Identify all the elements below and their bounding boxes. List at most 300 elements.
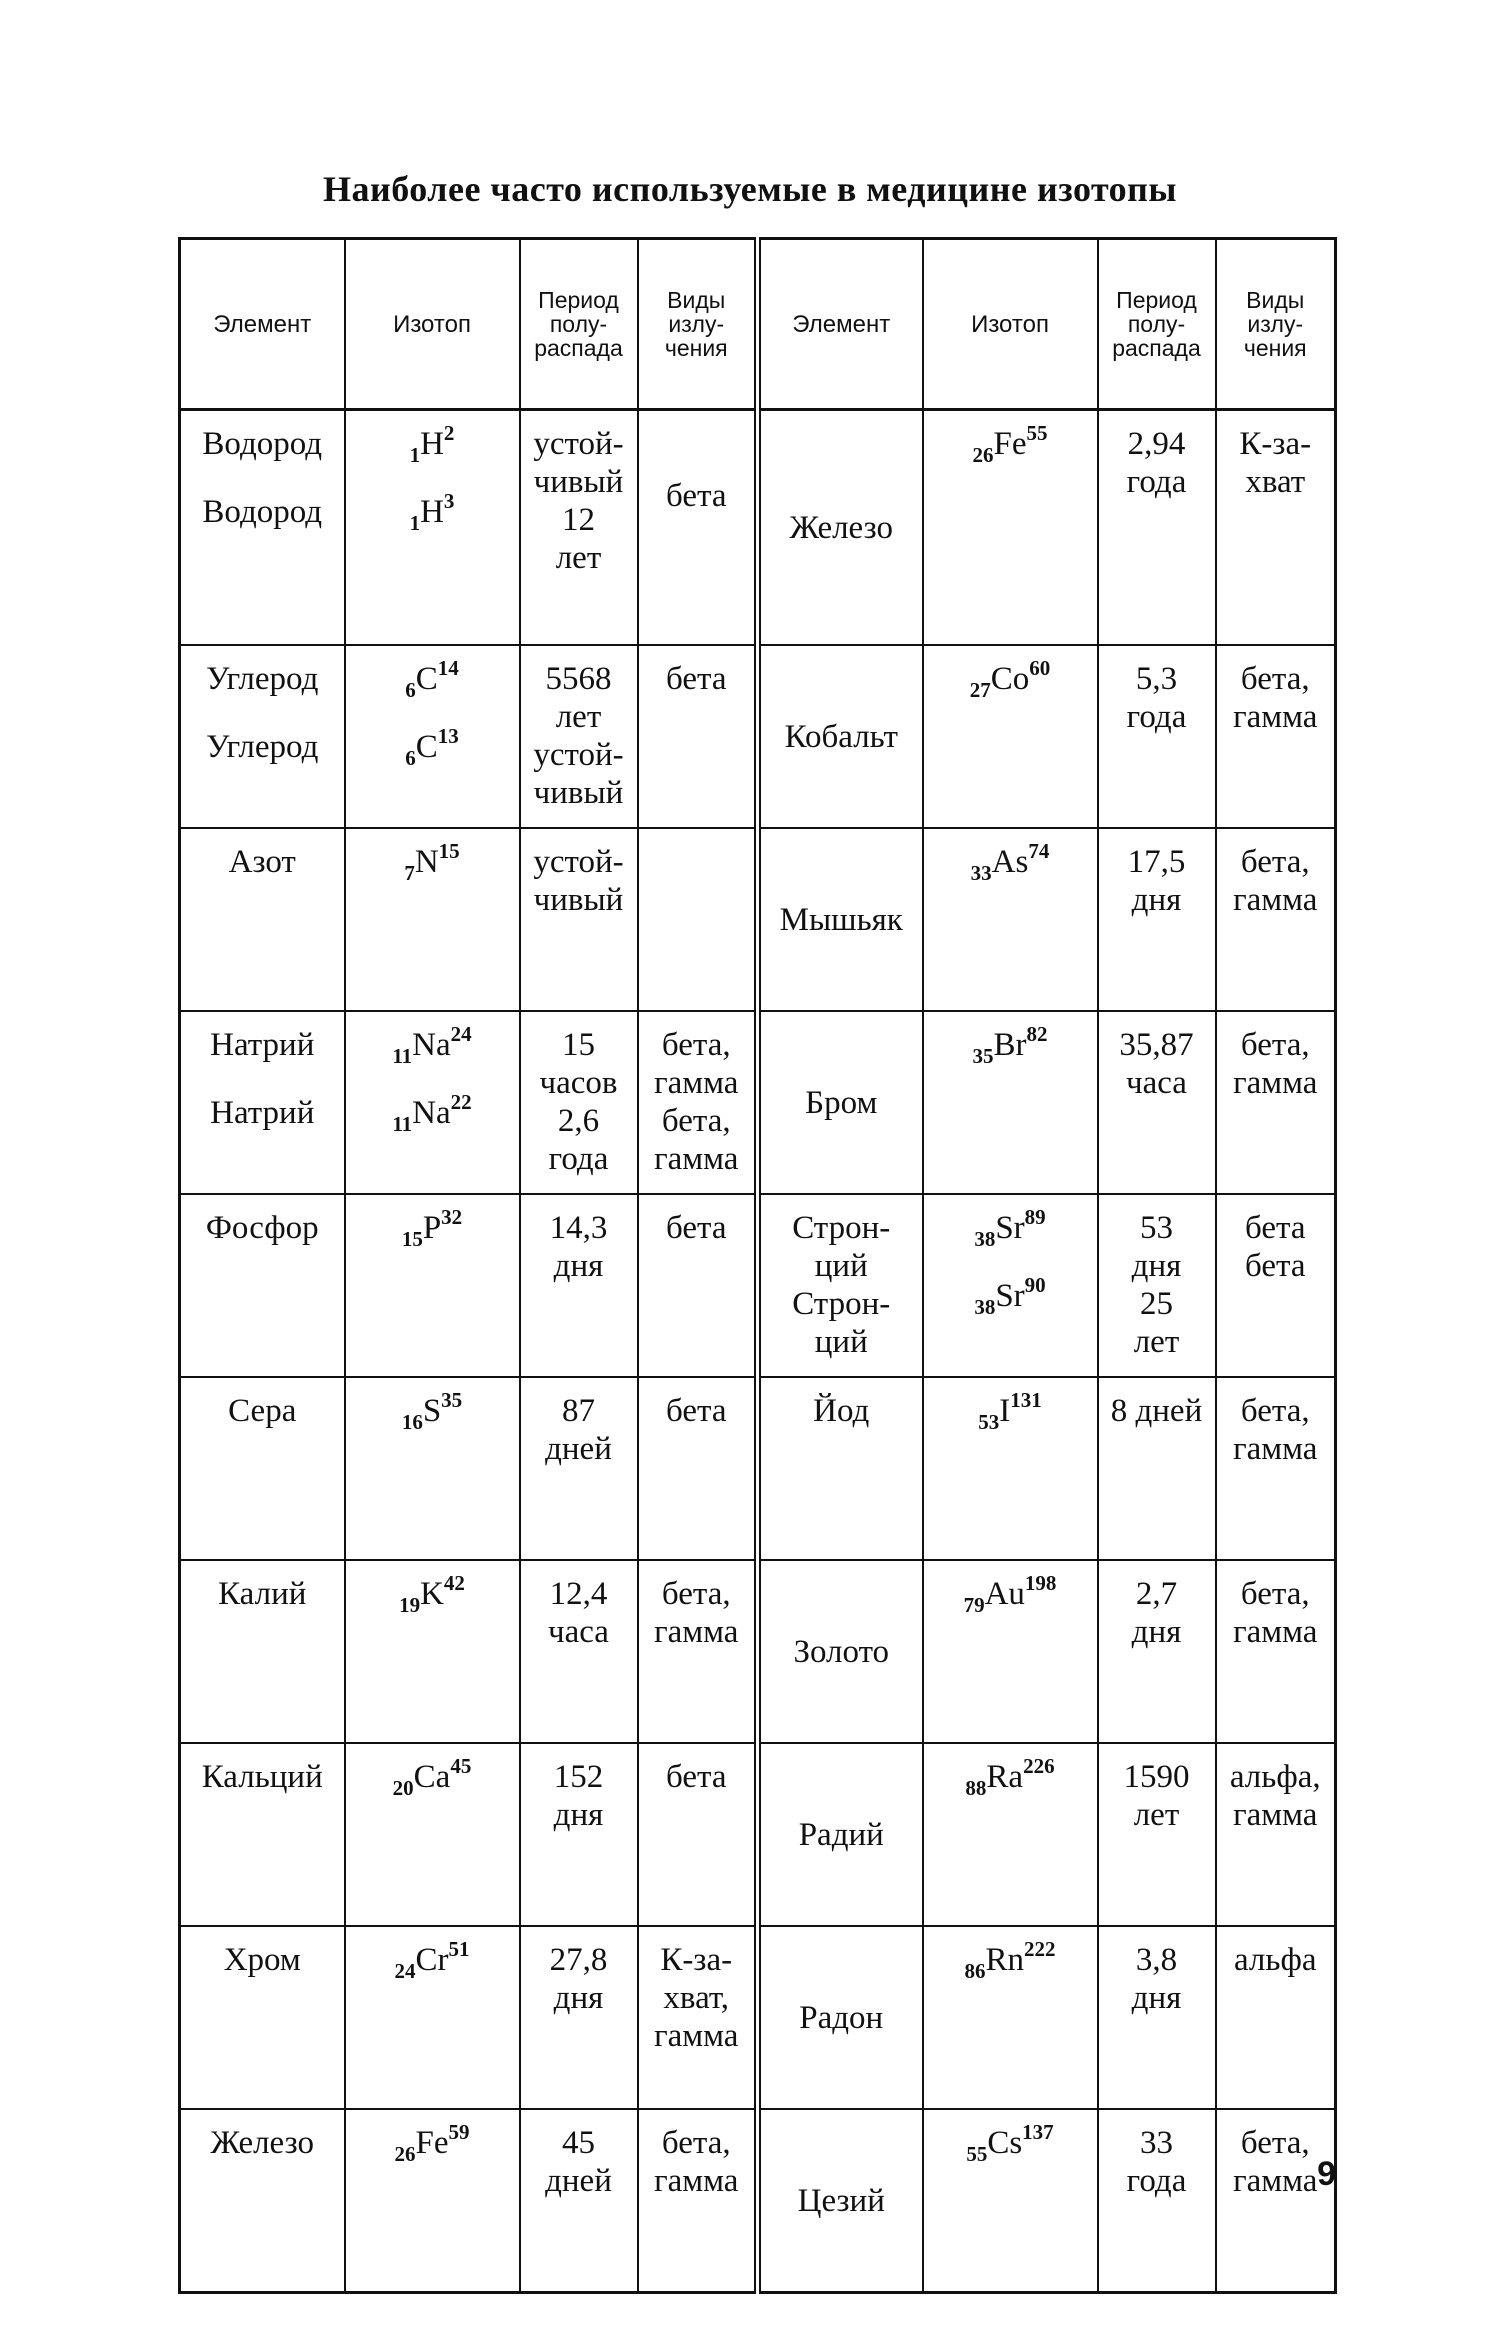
element-name-line: Углерод: [206, 729, 319, 765]
half-life-cell-stack: [521, 2124, 637, 2200]
half-life-cell-stack: [521, 425, 637, 577]
mass-number: 60: [1029, 656, 1051, 680]
half-life-cell-right-stack: [1099, 1392, 1215, 1430]
element-symbol: S: [422, 1393, 442, 1429]
line-gap: [924, 1247, 1097, 1277]
isotope-symbol: [924, 1205, 1097, 1251]
half-life-cell: [520, 2109, 638, 2293]
radiation-cell: [638, 1743, 758, 1926]
isotope-cell-stack: [346, 2120, 519, 2166]
isotope-cell-stack: [346, 1571, 519, 1617]
half-life-cell-line: 152: [553, 1759, 604, 1795]
element-name: [180, 1926, 345, 2109]
element-name: [180, 645, 345, 828]
element-name-right: [758, 1926, 923, 2109]
element-name-right-stack: [761, 509, 922, 547]
isotope-cell: [345, 1377, 520, 1560]
half-life-cell-line: 27,8: [549, 1942, 608, 1978]
half-life-cell-line: чивый: [533, 464, 624, 500]
element-name-line: Водород: [202, 426, 323, 462]
radiation-cell-line: гамма: [654, 1614, 739, 1650]
half-life-cell-right: [1098, 645, 1216, 828]
element-name-right-line: Строн-: [792, 1286, 891, 1322]
radiation-cell-right-line: альфа,: [1229, 1759, 1321, 1795]
half-life-cell-line: 2,6: [557, 1103, 600, 1139]
header-element-right: Элемент: [758, 239, 923, 410]
half-life-cell-right: [1098, 1743, 1216, 1926]
half-life-cell-right-line: 53: [1140, 1210, 1173, 1246]
radiation-cell-right-stack: [1217, 1758, 1335, 1834]
isotope-symbol: [924, 1754, 1097, 1800]
header-half-life-right: Период полу- распада: [1098, 239, 1216, 410]
radiation-cell-right-line: бета,: [1240, 844, 1310, 880]
radiation-cell-right-line: гамма: [1233, 1614, 1318, 1650]
isotope-cell-stack: [346, 839, 519, 885]
radiation-cell-stack: [639, 1941, 755, 2055]
atomic-number: 26: [394, 2142, 416, 2166]
mass-number: 90: [1024, 1273, 1046, 1297]
radiation-cell: [638, 828, 758, 1011]
half-life-cell-right-stack: [1099, 2124, 1215, 2200]
atomic-number: 33: [970, 861, 992, 885]
atomic-number: 38: [974, 1295, 996, 1319]
table-row: [180, 1926, 1336, 2109]
table-row: [180, 2109, 1336, 2293]
atomic-number: 26: [972, 443, 994, 467]
element-name-right: [758, 828, 923, 1011]
half-life-cell-right-stack: [1099, 1026, 1215, 1102]
isotope-cell-right: [923, 645, 1098, 828]
element-name-right-line: Йод: [813, 1393, 870, 1429]
element-name-stack: [181, 843, 344, 881]
mass-number: 15: [438, 839, 460, 863]
half-life-cell: [520, 1011, 638, 1194]
half-life-cell-right: [1098, 1194, 1216, 1377]
isotope-cell: [345, 1194, 520, 1377]
isotope-cell: [345, 645, 520, 828]
mass-number: 59: [448, 2120, 470, 2144]
element-name-right-line: ций: [814, 1248, 868, 1284]
half-life-cell: [520, 1377, 638, 1560]
isotope-cell-stack: [346, 1205, 519, 1251]
line-gap: [346, 463, 519, 493]
half-life-cell-line: 12: [562, 502, 595, 538]
half-life-cell-stack: [521, 1026, 637, 1178]
radiation-cell-right-line: бета: [1245, 1248, 1306, 1284]
element-name-stack: [181, 660, 344, 766]
isotope-symbol: [346, 1205, 519, 1251]
radiation-cell: [638, 410, 758, 646]
radiation-cell-stack: [639, 1026, 755, 1178]
radiation-cell-right-stack: [1217, 660, 1335, 736]
half-life-cell-line: дня: [553, 1980, 604, 2016]
half-life-cell-right-line: 17,5: [1127, 844, 1186, 880]
element-symbol: K: [420, 1576, 444, 1612]
mass-number: 226: [1023, 1754, 1055, 1778]
atomic-number: 15: [401, 1227, 423, 1251]
half-life-cell-right-line: часа: [1126, 1065, 1187, 1101]
atomic-number: 55: [966, 2142, 988, 2166]
radiation-cell-line: бета: [666, 661, 727, 697]
element-name-right-stack: [761, 718, 922, 756]
element-name-right-stack: [761, 1209, 922, 1361]
element-name-right-line: Строн-: [792, 1210, 891, 1246]
element-name-line: Железо: [210, 2125, 314, 2161]
table-row: [180, 645, 1336, 828]
radiation-cell-right-stack: [1217, 1575, 1335, 1651]
mass-number: 3: [443, 489, 455, 513]
element-symbol: Rn: [985, 1942, 1024, 1978]
mass-number: 14: [437, 656, 459, 680]
half-life-cell-right-line: года: [1126, 464, 1187, 500]
radiation-cell: [638, 1560, 758, 1743]
half-life-cell-line: дней: [545, 1431, 612, 1467]
element-name: [180, 2109, 345, 2293]
element-name-right-line: ций: [814, 1324, 868, 1360]
radiation-cell-stack: [639, 660, 755, 698]
radiation-cell-right-line: бета,: [1240, 2125, 1310, 2161]
radiation-cell-right: [1216, 1194, 1336, 1377]
radiation-cell-right: [1216, 1560, 1336, 1743]
element-name-right: [758, 410, 923, 646]
radiation-cell-right-line: К-за-: [1239, 426, 1312, 462]
half-life-cell-right: [1098, 2109, 1216, 2293]
element-symbol: Sr: [995, 1210, 1025, 1246]
element-name-right-line: Радий: [798, 1816, 884, 1853]
isotope-symbol: [346, 724, 519, 770]
element-symbol: Sr: [995, 1278, 1025, 1314]
half-life-cell-line: устой-: [533, 844, 624, 880]
radiation-cell: [638, 2109, 758, 2293]
isotope-symbol: [924, 839, 1097, 885]
element-name-stack: [181, 425, 344, 531]
isotope-cell-right: [923, 1011, 1098, 1194]
mass-number: 131: [1010, 1388, 1042, 1412]
half-life-cell-stack: [521, 660, 637, 812]
half-life-cell: [520, 1560, 638, 1743]
half-life-cell-line: часов: [539, 1065, 618, 1101]
element-name-right: [758, 2109, 923, 2293]
element-name: [180, 1560, 345, 1743]
line-gap: [346, 1064, 519, 1094]
element-symbol: Fe: [415, 2125, 449, 2161]
element-name-line: Водород: [202, 494, 323, 530]
radiation-cell-stack: [639, 477, 755, 515]
element-name-line: Хром: [223, 1942, 301, 1978]
half-life-cell: [520, 1194, 638, 1377]
atomic-number: 88: [965, 1776, 987, 1800]
radiation-cell: [638, 1194, 758, 1377]
half-life-cell-right: [1098, 1926, 1216, 2109]
isotope-cell-right: [923, 1743, 1098, 1926]
half-life-cell-line: 14,3: [549, 1210, 608, 1246]
radiation-cell-right-stack: [1217, 1392, 1335, 1468]
element-symbol: N: [414, 844, 439, 880]
header-row: [180, 239, 1336, 410]
isotope-cell-right-stack: [924, 1754, 1097, 1800]
radiation-cell-right: [1216, 2109, 1336, 2293]
half-life-cell-line: дней: [545, 2163, 612, 2199]
isotope-cell: [345, 2109, 520, 2293]
mass-number: 42: [443, 1571, 465, 1595]
isotope-cell-right: [923, 2109, 1098, 2293]
mass-number: 198: [1024, 1571, 1057, 1595]
isotope-cell-right-stack: [924, 1571, 1097, 1617]
atomic-number: 24: [394, 1959, 416, 1983]
element-name-line: Натрий: [210, 1027, 315, 1063]
radiation-cell-right-line: бета,: [1240, 1576, 1310, 1612]
atomic-number: 38: [974, 1227, 996, 1251]
radiation-cell-line: бета: [666, 478, 727, 514]
mass-number: 74: [1028, 839, 1050, 863]
header-radiation: Виды излу- чения: [638, 239, 758, 410]
radiation-cell-right: [1216, 410, 1336, 646]
element-name-right-line: Радон: [799, 1999, 884, 2036]
half-life-cell-right-line: 2,7: [1135, 1576, 1178, 1612]
radiation-cell-line: бета,: [661, 1027, 731, 1063]
half-life-cell: [520, 410, 638, 646]
table-row: [180, 410, 1336, 646]
element-name-right: [758, 1560, 923, 1743]
radiation-cell-right-stack: [1217, 1941, 1335, 1979]
half-life-cell-line: лет: [555, 699, 602, 735]
radiation-cell-right-stack: [1217, 425, 1335, 501]
half-life-cell: [520, 828, 638, 1011]
element-symbol: Cs: [987, 2125, 1023, 2161]
radiation-cell-line: К-за-: [660, 1942, 733, 1978]
element-name-right-stack: [761, 1633, 922, 1671]
radiation-cell-line: бета: [666, 1759, 727, 1795]
half-life-cell: [520, 1926, 638, 2109]
radiation-cell-line: бета: [666, 1210, 727, 1246]
element-name: [180, 1194, 345, 1377]
half-life-cell-stack: [521, 843, 637, 919]
mass-number: 2: [443, 421, 455, 445]
radiation-cell-stack: [639, 1758, 755, 1796]
atomic-number: 11: [392, 1044, 413, 1068]
element-name-right-stack: [761, 1392, 922, 1430]
radiation-cell-right-line: гамма: [1233, 882, 1318, 918]
isotope-symbol: [924, 1022, 1097, 1068]
half-life-cell-stack: [521, 1758, 637, 1834]
isotope-symbol: [346, 489, 519, 535]
half-life-cell-right: [1098, 1011, 1216, 1194]
isotope-symbol: [346, 2120, 519, 2166]
element-name-stack: [181, 1392, 344, 1430]
element-name-right: [758, 1377, 923, 1560]
isotope-cell-right-stack: [924, 421, 1097, 467]
atomic-number: 27: [969, 678, 991, 702]
isotope-symbol: [346, 1571, 519, 1617]
element-symbol: As: [991, 844, 1029, 880]
element-name-right: [758, 1194, 923, 1377]
half-life-cell-right-line: 35,87: [1119, 1027, 1194, 1063]
isotope-cell: [345, 1926, 520, 2109]
radiation-cell: [638, 1011, 758, 1194]
element-name-line: Азот: [228, 844, 296, 880]
atomic-number: 20: [392, 1776, 414, 1800]
element-symbol: Cr: [415, 1942, 449, 1978]
radiation-cell: [638, 1377, 758, 1560]
element-name-line: Натрий: [210, 1095, 315, 1131]
radiation-cell-stack: [639, 1575, 755, 1651]
half-life-cell: [520, 1743, 638, 1926]
isotope-cell-right: [923, 1926, 1098, 2109]
atomic-number: 7: [404, 861, 415, 885]
half-life-cell: [520, 645, 638, 828]
half-life-cell-line: года: [548, 1141, 609, 1177]
header-radiation-right: Виды излу- чения: [1216, 239, 1336, 410]
element-name-right-line: Кобальт: [784, 718, 898, 755]
half-life-cell-line: устой-: [533, 426, 624, 462]
page-title: Наиболее часто используемые в медицине изотопы: [322, 169, 1178, 209]
isotope-symbol: [924, 1937, 1097, 1983]
mass-number: 35: [441, 1388, 463, 1412]
atomic-number: 1: [409, 443, 421, 467]
element-name-line: Кальций: [201, 1759, 323, 1795]
element-name-stack: [181, 1575, 344, 1613]
page-number: 9: [1317, 2155, 1336, 2193]
half-life-cell-stack: [521, 1209, 637, 1285]
element-symbol: C: [415, 661, 438, 697]
atomic-number: 35: [972, 1044, 994, 1068]
element-name: [180, 410, 345, 646]
radiation-cell-right: [1216, 1743, 1336, 1926]
element-symbol: H: [420, 494, 444, 530]
half-life-cell-line: 15: [562, 1027, 595, 1063]
isotope-cell-right-stack: [924, 1022, 1097, 1068]
half-life-cell-right-line: дня: [1131, 882, 1182, 918]
mass-number: 13: [437, 724, 459, 748]
half-life-cell-right-line: 5,3: [1135, 661, 1178, 697]
half-life-cell-right-stack: [1099, 425, 1215, 501]
half-life-cell-line: 87: [562, 1393, 595, 1429]
radiation-cell-line: бета,: [661, 1103, 731, 1139]
element-name-right-stack: [761, 2182, 922, 2220]
half-life-cell-line: 12,4: [549, 1576, 608, 1612]
half-life-cell-right-line: года: [1126, 2163, 1187, 2199]
element-symbol: Co: [990, 661, 1030, 697]
radiation-cell-right-line: гамма: [1233, 1431, 1318, 1467]
element-name: [180, 1743, 345, 1926]
isotope-cell-right-stack: [924, 1388, 1097, 1434]
isotope-symbol: [346, 1754, 519, 1800]
element-name-line: Фосфор: [205, 1210, 319, 1246]
radiation-cell: [638, 1926, 758, 2109]
isotope-symbol: [346, 1388, 519, 1434]
isotope-symbol: [346, 1937, 519, 1983]
element-name-right-stack: [761, 1999, 922, 2037]
element-name-right-line: Бром: [805, 1084, 878, 1121]
element-name-stack: [181, 1209, 344, 1247]
half-life-cell-stack: [521, 1941, 637, 2017]
element-name: [180, 1011, 345, 1194]
half-life-cell-line: дня: [553, 1797, 604, 1833]
isotope-symbol: [346, 421, 519, 467]
atomic-number: 53: [978, 1410, 1000, 1434]
isotope-cell-stack: [346, 1022, 519, 1136]
table-row: [180, 1377, 1336, 1560]
element-name-right-line: Железо: [789, 509, 893, 546]
mass-number: 32: [441, 1205, 463, 1229]
element-name-right-line: Золото: [793, 1633, 890, 1670]
mass-number: 51: [448, 1937, 470, 1961]
half-life-cell-right-stack: [1099, 843, 1215, 919]
atomic-number: 6: [405, 678, 416, 702]
mass-number: 89: [1024, 1205, 1046, 1229]
atomic-number: 11: [392, 1112, 413, 1136]
mass-number: 22: [450, 1090, 472, 1114]
radiation-cell-right-line: бета: [1245, 1210, 1306, 1246]
line-gap: [181, 1064, 344, 1094]
line-gap: [181, 698, 344, 728]
half-life-cell-right-line: дня: [1131, 1980, 1182, 2016]
half-life-cell-stack: [521, 1392, 637, 1468]
isotope-cell-right-stack: [924, 2120, 1097, 2166]
isotope-symbol: [924, 421, 1097, 467]
element-symbol: Ra: [986, 1759, 1024, 1795]
header-isotope-right: Изотоп: [923, 239, 1098, 410]
mass-number: 55: [1026, 421, 1048, 445]
element-name: [180, 1377, 345, 1560]
element-symbol: Na: [412, 1027, 451, 1063]
radiation-cell-right: [1216, 1377, 1336, 1560]
element-symbol: Au: [984, 1576, 1025, 1612]
element-symbol: C: [415, 729, 438, 765]
isotope-cell-right-stack: [924, 839, 1097, 885]
atomic-number: 6: [405, 746, 416, 770]
element-name-right-line: Цезий: [797, 2182, 885, 2219]
half-life-cell-right-stack: [1099, 1758, 1215, 1834]
radiation-cell-right-line: гамма: [1233, 2163, 1318, 2199]
element-name: [180, 828, 345, 1011]
isotope-symbol: [346, 1090, 519, 1136]
isotope-symbol: [924, 1571, 1097, 1617]
half-life-cell-line: устой-: [533, 737, 624, 773]
table-row: [180, 828, 1336, 1011]
table-row: [180, 1743, 1336, 1926]
radiation-cell-right: [1216, 1926, 1336, 2109]
radiation-cell-stack: [639, 2124, 755, 2200]
isotope-cell: [345, 1011, 520, 1194]
radiation-cell-line: гамма: [654, 2163, 739, 2199]
radiation-cell-right-line: гамма: [1233, 1065, 1318, 1101]
half-life-cell-line: 5568: [545, 661, 612, 697]
radiation-cell-right: [1216, 1011, 1336, 1194]
element-symbol: Fe: [993, 426, 1027, 462]
table-row: [180, 1560, 1336, 1743]
isotope-symbol: [346, 1022, 519, 1068]
element-name-right-stack: [761, 901, 922, 939]
radiation-cell-line: бета,: [661, 2125, 731, 2161]
line-gap: [181, 463, 344, 493]
isotope-cell-stack: [346, 1388, 519, 1434]
line-gap: [346, 698, 519, 728]
isotope-symbol: [924, 2120, 1097, 2166]
mass-number: 82: [1026, 1022, 1048, 1046]
atomic-number: 79: [963, 1593, 985, 1617]
half-life-cell-stack: [521, 1575, 637, 1651]
isotope-cell-stack: [346, 1937, 519, 1983]
element-name-right: [758, 1743, 923, 1926]
half-life-cell-line: дня: [553, 1248, 604, 1284]
isotope-table: [178, 237, 1337, 2294]
radiation-cell-right-line: гамма: [1233, 699, 1318, 735]
half-life-cell-right: [1098, 410, 1216, 646]
radiation-cell-line: бета,: [661, 1576, 731, 1612]
mass-number: 222: [1024, 1937, 1056, 1961]
half-life-cell-right-line: лет: [1133, 1797, 1180, 1833]
